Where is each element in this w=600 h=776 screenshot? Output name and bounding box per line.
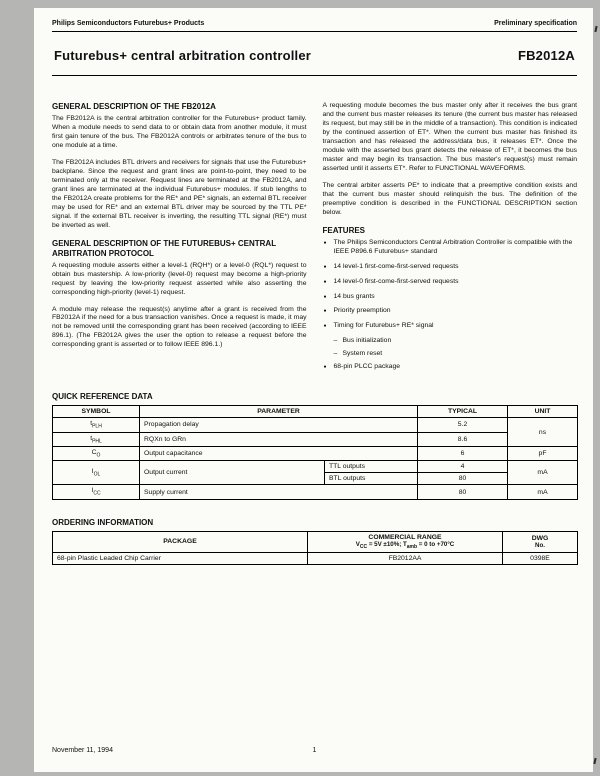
feature-item: ● Timing for Futurebus+ RE* signal <box>323 322 578 331</box>
column-header-parameter: PARAMETER <box>140 406 418 418</box>
footer-date: November 11, 1994 <box>52 747 113 754</box>
table-header-row <box>53 406 578 418</box>
section-heading-quick-reference: QUICK REFERENCE DATA <box>52 392 153 402</box>
paragraph: The FB2012A is the central arbitration controller for the Futurebus+ product family. When a module needs to send data to or obtain data from another module, it must first gain tenure of the bus. The FB2012A controls or arbitrates tenure of the bus to one module at a time. <box>52 115 307 149</box>
symbol-subscript: CC <box>93 490 101 497</box>
section-heading-ordering: ORDERING INFORMATION <box>52 517 154 527</box>
section-heading-general-description: GENERAL DESCRIPTION OF THE FB2012A <box>52 102 216 111</box>
paragraph: The FB2012A includes BTL drivers and receivers for signals that use the Futurebus+ backplane. Since the request and grant lines are point-to-point, they need to be terminated only at the receiver. Request lines are terminated at the FB2012A, and grant lines are terminated at the individual Futurebus+ modules. If stub lengths to the FB2012A create problems for the RE* and PE* signals, an external BTL receiver may be used for RE* and an external BTL driver may be sourced by the TTL PE* signal. If the external BTL receiver is inverting, the resulting TTL signal (RE*) must be inverted as well. <box>52 158 307 229</box>
section-heading-features: FEATURES <box>322 225 366 235</box>
parameter-cell: Output capacitance <box>140 447 418 461</box>
feature-subitem: – System reset <box>323 350 578 359</box>
header-rule <box>52 31 577 32</box>
symbol-cell <box>53 485 140 499</box>
column-header-dwg <box>503 531 578 552</box>
column-header-commercial-range <box>308 531 503 552</box>
right-column <box>323 102 578 378</box>
column-header-unit: UNIT <box>508 406 578 418</box>
feature-item: ● 14 bus grants <box>323 293 578 302</box>
paragraph: A requesting module becomes the bus master only after it receives the bus grant and the current bus master releases its tenure (the current bus master has released its request, but may still be in the middle of a transaction). This condition is indicated by the continued assertion of ET*. When the current bus master has finished its transaction and has released the address/data bus, it releases ET*. Once the module with the asserted bus grant detects the release of ET*, it becomes the bus master and may begin its transaction. The bus master's request(s) must remain asserted until it asserts ET*. Refer to FUNCTIONAL WAVEFORMS. <box>322 102 577 172</box>
left-column <box>52 102 307 378</box>
unit-cell: mA <box>508 461 578 485</box>
paragraph: The central arbiter asserts PE* to indicate that a preemptive condition exists and that the current bus master should relinquish the bus. The definition of the preemptive condition is described in the FUNCTIONAL DESCRIPTION section below. <box>322 181 577 216</box>
header-product-family: Philips Semiconductors Futurebus+ Products <box>52 20 205 27</box>
crop-mark <box>594 26 597 32</box>
dwg-cell: 0398E <box>503 552 578 564</box>
feature-item: ● The Philips Semiconductors Central Arbitration Controller is compatible with the IEEE P896.6 Futurebus+ standard <box>323 239 578 257</box>
datasheet-page <box>34 8 593 772</box>
range-conditions: $V_{CC} = 5V \pm 10\%$; $T_{amb} = 0$ to +70°C <box>355 540 455 550</box>
typical-cell: 8.6 <box>418 432 508 446</box>
table-row <box>53 418 578 432</box>
symbol-cell <box>53 447 140 461</box>
range-title: COMMERCIAL RANGE <box>368 533 442 541</box>
typical-cell: 80 <box>418 485 508 499</box>
section-heading-arbitration-protocol: GENERAL DESCRIPTION OF THE FUTUREBUS+ CENTRAL ARBITRATION PROTOCOL <box>52 238 276 258</box>
symbol-base: t <box>90 420 93 428</box>
title-block <box>52 48 577 63</box>
symbol-base: t <box>90 434 93 442</box>
footer-page-number: 1 <box>312 747 317 754</box>
part-number: FB2012A <box>517 48 575 63</box>
parameter-cell: RQXn to GRn <box>140 432 418 446</box>
column-header-package: PACKAGE <box>53 531 308 552</box>
typical-cell: 4 <box>418 461 508 473</box>
parameter-subcell: TTL outputs <box>325 461 418 473</box>
range-cell: FB2012AA <box>308 552 503 564</box>
typical-cell: 5.2 <box>418 418 508 432</box>
symbol-cell <box>53 432 140 446</box>
dwg-line2: No. <box>535 541 545 549</box>
crop-mark <box>593 758 596 764</box>
table-header-row <box>53 531 578 552</box>
parameter-subcell: BTL outputs <box>325 473 418 485</box>
symbol-cell <box>53 418 140 432</box>
table-row <box>53 461 578 473</box>
column-header-typical: TYPICAL <box>418 406 508 418</box>
column-header-symbol: SYMBOL <box>53 406 140 418</box>
feature-item: ● Priority preemption <box>323 307 578 316</box>
header-spec-status: Preliminary specification <box>494 20 577 27</box>
ordering-section <box>52 518 577 565</box>
document-header <box>52 20 577 27</box>
feature-item: ● 14 level-1 first-come-first-served requests <box>323 263 578 272</box>
table-row <box>53 432 578 446</box>
symbol-subscript: PLH <box>92 423 102 430</box>
symbol-subscript: PHL <box>92 438 102 445</box>
symbol-subscript: OL <box>93 471 101 478</box>
package-cell: 68-pin Plastic Leaded Chip Carrier <box>53 552 308 564</box>
symbol-cell <box>53 461 140 485</box>
unit-cell: ns <box>508 418 578 447</box>
parameter-cell: Propagation delay <box>140 418 418 432</box>
table-row <box>53 552 578 564</box>
title-rule <box>52 75 577 76</box>
symbol-base: I <box>91 468 94 476</box>
symbol-base: I <box>91 487 94 495</box>
unit-cell: mA <box>508 485 578 499</box>
feature-item: ● 14 level-0 first-come-first-served requests <box>323 278 578 287</box>
paragraph: A requesting module asserts either a level-1 (RQH*) or a level-0 (RQL*) request to obtain bus mastership. A low-priority (level-0) request may become a high-priority request by leaving the low-priority request asserted while also asserting the corresponding high-priority (level-1) request. <box>52 261 307 296</box>
table-row <box>53 447 578 461</box>
table-row <box>53 485 578 499</box>
symbol-subscript: O <box>96 452 101 459</box>
dwg-line1: DWG <box>531 534 549 542</box>
paragraph: A module may release the request(s) anytime after a grant is received from the FB2012A if the need for a bus transaction vanishes. Once a request is made, it may not be removed until the corresponding grant has been received (according to IEEE 896.1). (The FB2012A gives the user the option to release a request before the corresponding grant is asserted or to follow IEEE 896.1.) <box>52 305 307 349</box>
quick-reference-table <box>52 405 578 499</box>
typical-cell: 80 <box>418 473 508 485</box>
feature-subitem: – Bus initialization <box>323 337 578 346</box>
unit-cell: pF <box>508 447 578 461</box>
symbol-base: C <box>91 449 97 457</box>
parameter-cell: Output current <box>140 461 325 485</box>
features-list <box>323 239 578 373</box>
parameter-cell: Supply current <box>140 485 418 499</box>
page-title: Futurebus+ central arbitration controller <box>54 48 312 63</box>
typical-cell: 6 <box>418 447 508 461</box>
ordering-table <box>52 531 578 565</box>
feature-item: ● 68-pin PLCC package <box>323 363 578 372</box>
two-column-body <box>52 102 577 378</box>
